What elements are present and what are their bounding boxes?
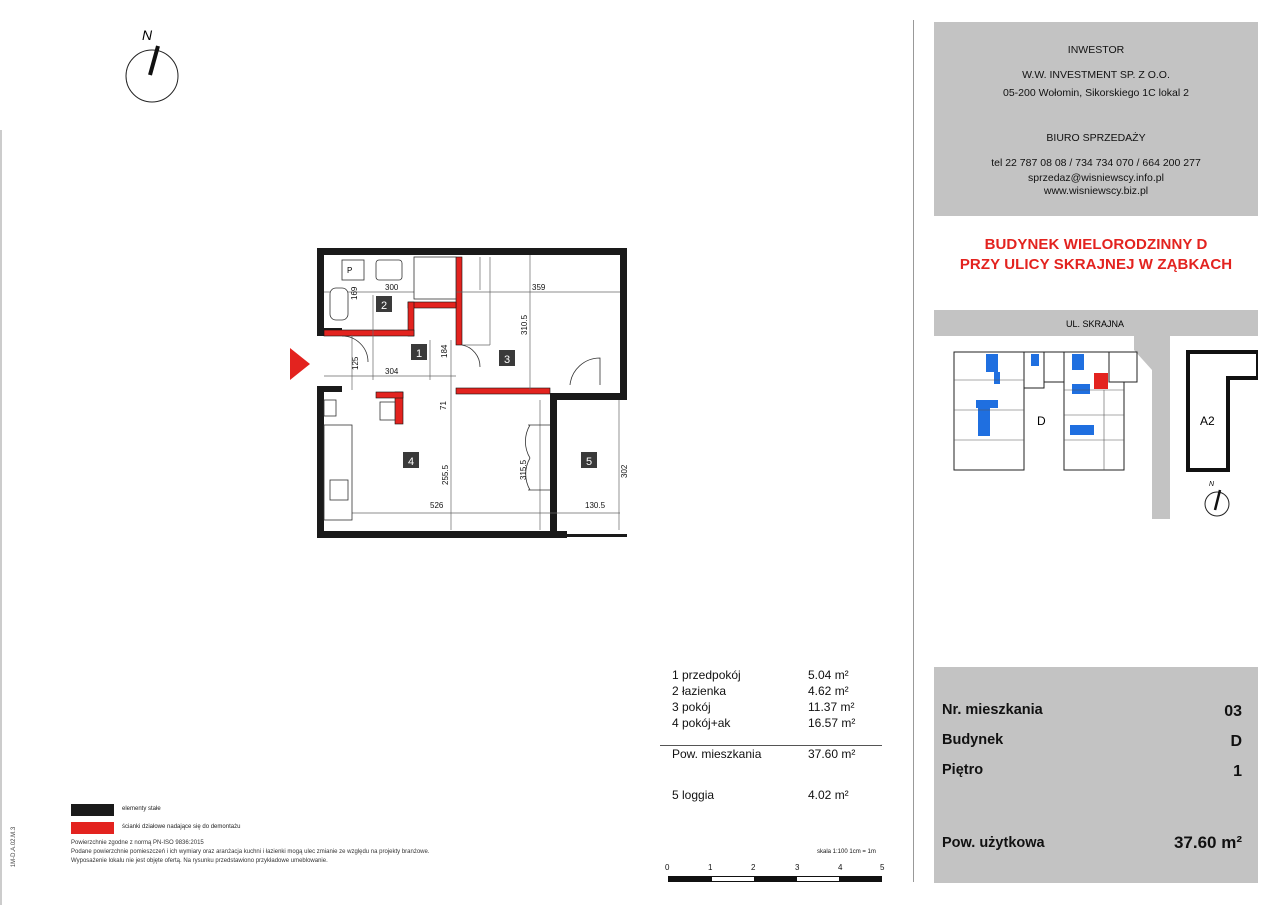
drawing-code: 1M-D.A.02.M.3 — [11, 826, 17, 868]
apartment-number-value: 03 — [1224, 703, 1242, 720]
usable-area-label: Pow. użytkowa — [942, 835, 1045, 851]
site-map-drawing — [934, 310, 1258, 525]
scale-tick-5: 5 — [880, 863, 885, 872]
legend-removable-label: ścianki działowe nadające się do demontażu — [122, 824, 241, 830]
floor-value: 1 — [1233, 763, 1242, 780]
street-label: UL. SKRAJNA — [1066, 319, 1125, 329]
room-area-3: 11.37 m² — [808, 700, 855, 714]
total-area: 37.60 m² — [808, 747, 856, 761]
dim-300: 300 — [385, 283, 399, 292]
building-label: Budynek — [942, 732, 1004, 748]
scale-label: skala 1:100 1cm = 1m — [817, 849, 876, 855]
floor-label: Piętro — [942, 762, 984, 778]
site-map — [934, 310, 1258, 525]
note-equipment: Wyposażenie lokalu nie jest objęte ofertą. Na rysunku przedstawiono przykładowe umeblowanie. — [71, 858, 328, 864]
scale-tick-4: 4 — [838, 863, 843, 872]
neighbor-building-label: A2 — [1200, 414, 1215, 428]
room-name-4: 4 pokój+ak — [672, 716, 731, 730]
frame-divider-line — [913, 20, 914, 882]
room-name-2: 2 łazienka — [672, 684, 727, 698]
dim-184: 184 — [440, 344, 449, 358]
dim-71: 71 — [439, 401, 448, 410]
loggia-name: 5 loggia — [672, 788, 715, 802]
dim-169: 169 — [350, 286, 359, 300]
room-area-1: 5.04 m² — [808, 668, 849, 682]
building-value: D — [1230, 733, 1242, 750]
room-number-2: 2 — [381, 300, 388, 312]
sales-phones: tel 22 787 08 08 / 734 734 070 / 664 200 277 — [991, 157, 1201, 169]
building-title-line1: BUDYNEK WIELORODZINNY D — [984, 236, 1208, 253]
compass — [122, 26, 182, 106]
investor-address: 05-200 Wołomin, Sikorskiego 1C lokal 2 — [1003, 87, 1189, 99]
note-changes: Podane powierzchnie pomieszczeń i ich wymiary oraz aranżacja kuchni i łazienki mogą ulec zmianie ze względu na projekty branżowe. — [71, 849, 430, 855]
room-number-4: 4 — [408, 456, 415, 468]
entrance-arrow-icon — [290, 348, 310, 380]
investor-company: W.W. INVESTMENT SP. Z O.O. — [1022, 69, 1170, 81]
dim-310-5: 310.5 — [520, 314, 529, 335]
room-number-1: 1 — [416, 348, 423, 360]
building-title-line2: PRZY ULICY SKRAJNEJ W ZĄBKACH — [959, 256, 1233, 273]
dim-302: 302 — [620, 464, 629, 478]
site-building-label: D — [1037, 414, 1046, 428]
room-area-4: 16.57 m² — [808, 716, 856, 730]
scale-tick-3: 3 — [795, 863, 800, 872]
investor-heading: INWESTOR — [1067, 44, 1125, 56]
frame-left-line — [0, 130, 2, 905]
dim-255-5: 255.5 — [441, 464, 450, 485]
investor-info-panel — [934, 22, 1258, 216]
legend-fixed-label: elementy stałe — [122, 806, 161, 812]
dim-304: 304 — [385, 367, 399, 376]
compass-letter: N — [142, 27, 153, 43]
apartment-number-label: Nr. mieszkania — [942, 702, 1043, 718]
usable-area-value: 37.60 m² — [1173, 833, 1242, 852]
room-area-2: 4.62 m² — [808, 684, 849, 698]
scale-bar — [668, 876, 882, 882]
total-label: Pow. mieszkania — [672, 747, 762, 761]
room-name-3: 3 pokój — [672, 700, 711, 714]
room-list-divider — [660, 745, 882, 746]
sales-website[interactable]: www.wisniewscy.biz.pl — [1043, 185, 1149, 197]
site-compass-letter: N — [1209, 481, 1215, 488]
floor-plan — [280, 240, 640, 550]
dim-130-5: 130.5 — [585, 501, 606, 510]
appliance-label: P — [347, 266, 353, 275]
legend-removable-swatch — [71, 822, 114, 834]
dim-359: 359 — [532, 283, 546, 292]
sales-email[interactable]: sprzedaz@wisniewscy.info.pl — [1028, 172, 1164, 184]
dim-526: 526 — [430, 501, 444, 510]
scale-tick-1: 1 — [708, 863, 713, 872]
legend-fixed-swatch — [71, 804, 114, 816]
scale-tick-0: 0 — [665, 863, 670, 872]
room-number-5: 5 — [586, 456, 593, 468]
compass-icon — [122, 26, 182, 106]
note-norm: Powierzchnie zgodne z normą PN-ISO 9836:2015 — [71, 840, 204, 846]
dim-315-5: 315.5 — [519, 459, 528, 480]
apartment-summary-panel — [934, 667, 1258, 883]
loggia-area: 4.02 m² — [808, 788, 849, 802]
dim-125: 125 — [351, 356, 360, 370]
floor-plan-drawing — [280, 240, 640, 550]
room-name-1: 1 przedpokój — [672, 668, 741, 682]
room-number-3: 3 — [504, 354, 511, 366]
scale-tick-2: 2 — [751, 863, 756, 872]
sales-heading: BIURO SPRZEDAŻY — [1046, 132, 1146, 144]
